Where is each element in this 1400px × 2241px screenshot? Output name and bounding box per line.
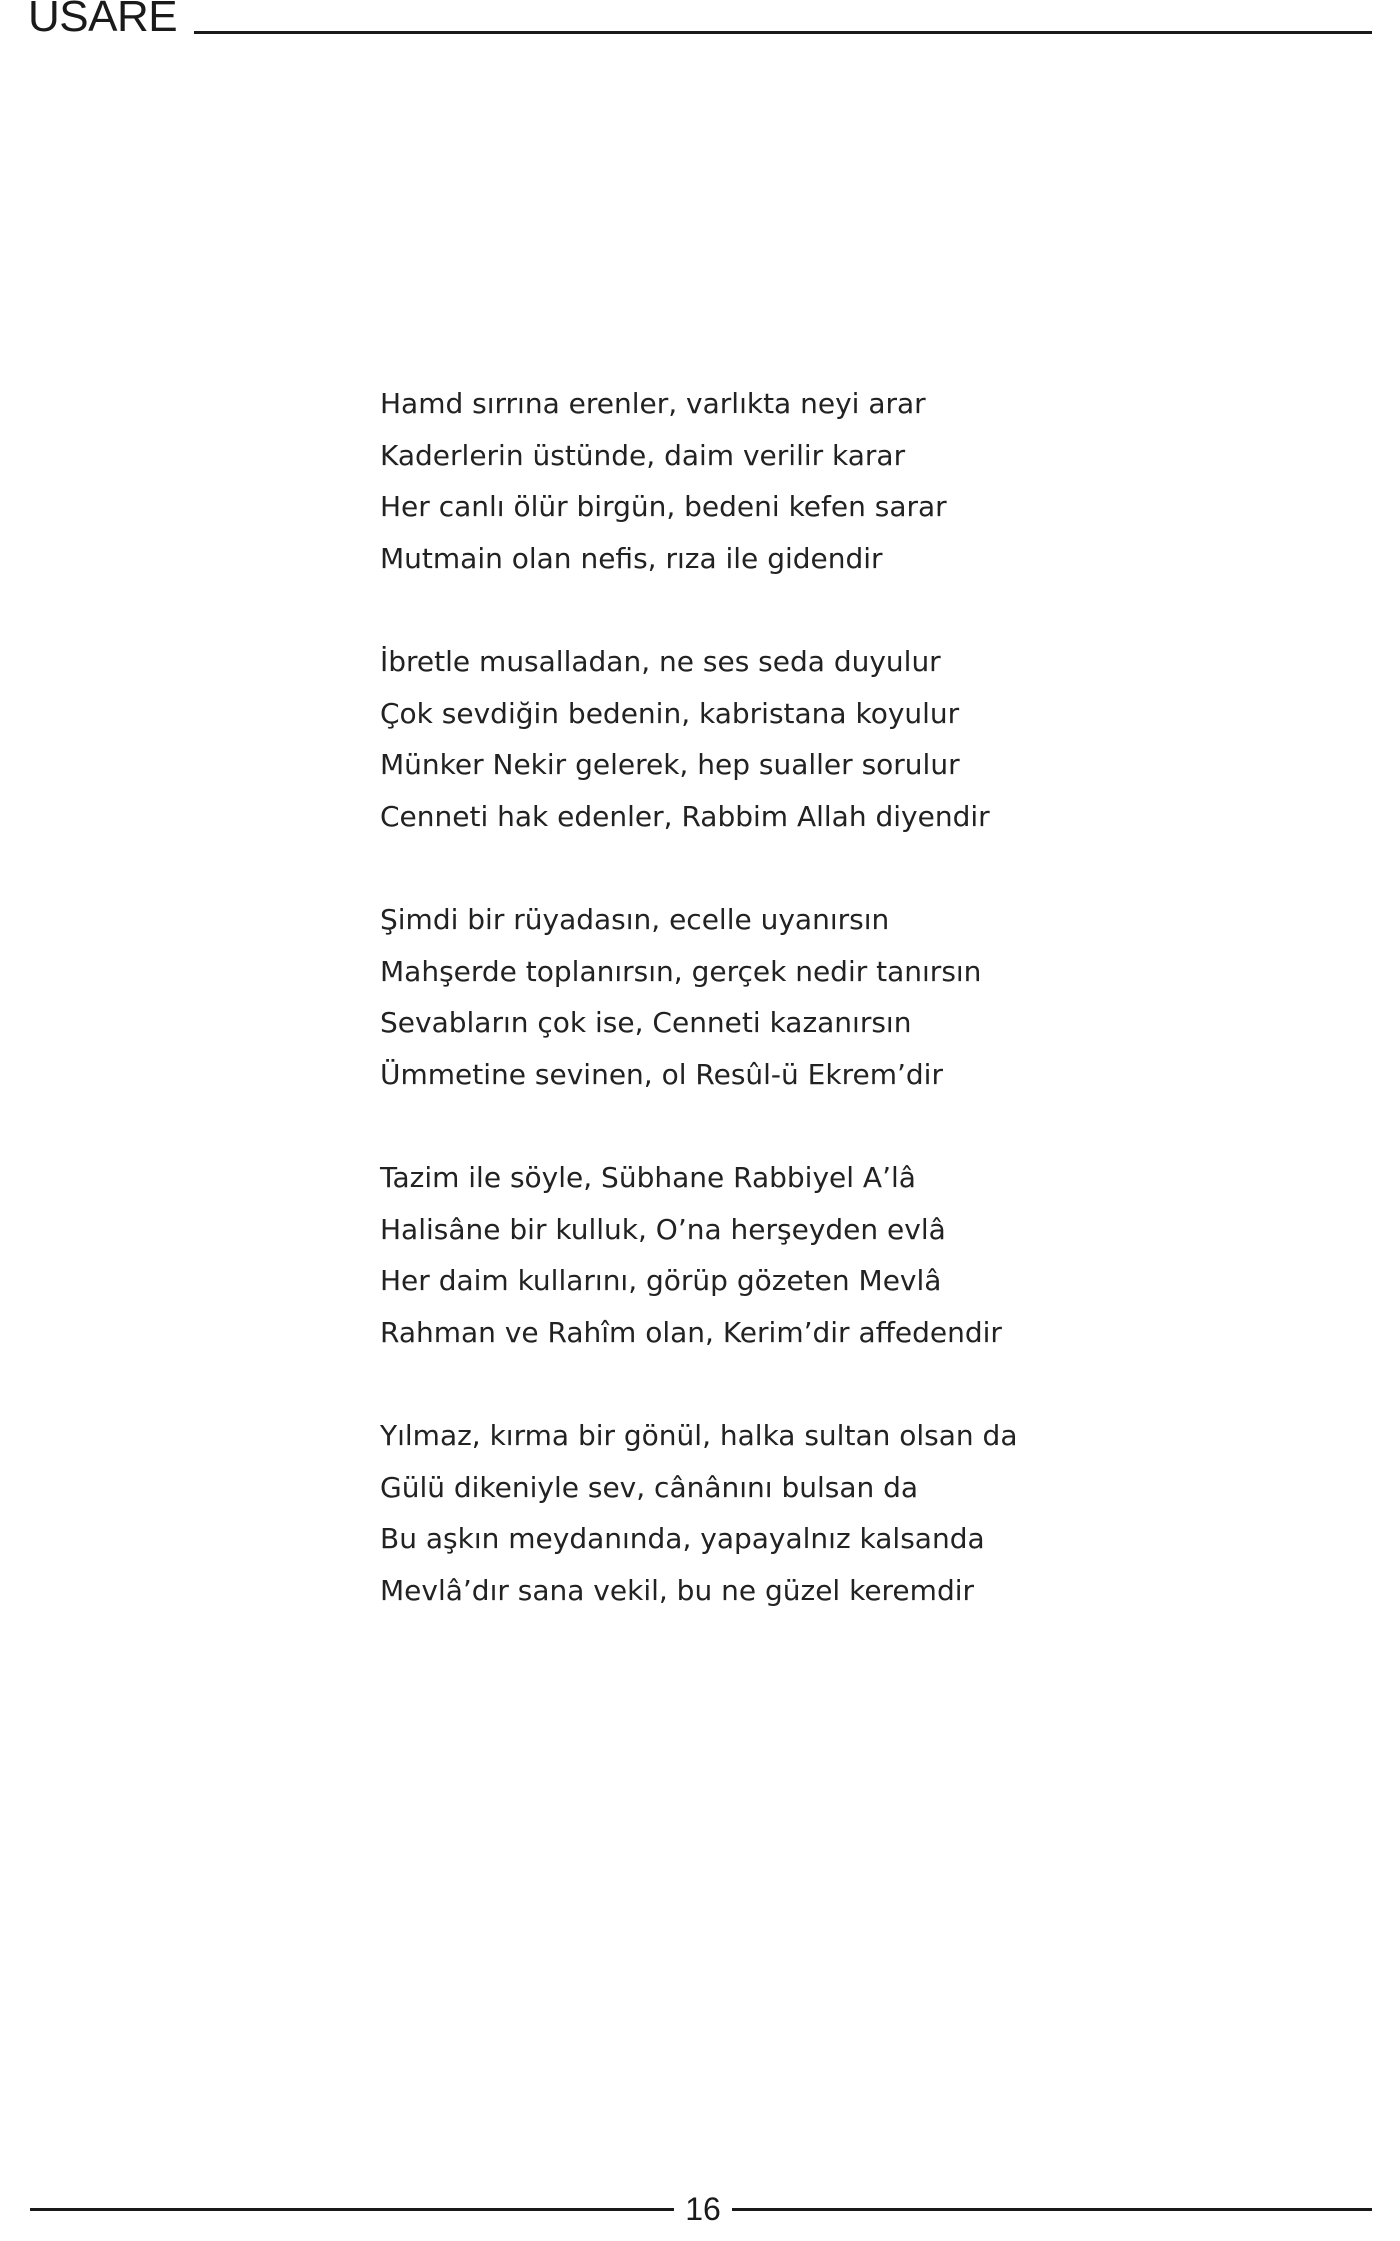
stanza-1 bbox=[380, 378, 1280, 584]
footer-rule-right bbox=[732, 2208, 1372, 2211]
poem-line: Ümmetine sevinen, ol Resûl-ü Ekrem’dir bbox=[380, 1057, 943, 1091]
stanza-3 bbox=[380, 894, 1280, 1100]
page-footer bbox=[0, 2180, 1400, 2230]
footer-rule-left bbox=[30, 2208, 674, 2211]
poem-line: Münker Nekir gelerek, hep sualler sorulur bbox=[380, 748, 960, 781]
page-header bbox=[0, 0, 1372, 50]
poem-line: Rahman ve Rahîm olan, Kerim’dir affedendir bbox=[380, 1315, 1002, 1349]
poem-line: Kaderlerin üstünde, daim verilir karar bbox=[380, 438, 906, 472]
poem-line: İbretle musalladan, ne ses seda duyulur bbox=[380, 645, 941, 678]
poem-line: Hamd sırrına erenler, varlıkta neyi arar bbox=[380, 387, 926, 420]
running-header-title: USARE bbox=[28, 0, 178, 41]
poem-line: Mevlâ’dır sana vekil, bu ne güzel keremdir bbox=[380, 1573, 975, 1607]
poem-line: Mutmain olan nefis, rıza ile gidendir bbox=[380, 541, 883, 575]
poem bbox=[380, 378, 1280, 1668]
stanza-4 bbox=[380, 1152, 1280, 1358]
poem-line: Sevabların çok ise, Cenneti kazanırsın bbox=[380, 1006, 912, 1039]
poem-line: Yılmaz, kırma bir gönül, halka sultan olsan da bbox=[380, 1419, 1018, 1452]
poem-line: Her daim kullarını, görüp gözeten Mevlâ bbox=[380, 1264, 942, 1297]
poem-line: Gülü dikeniyle sev, cânânını bulsan da bbox=[380, 1470, 919, 1504]
page-number: 16 bbox=[685, 2191, 721, 2227]
poem-line: Tazim ile söyle, Sübhane Rabbiyel A’lâ bbox=[380, 1161, 916, 1194]
stanza-5 bbox=[380, 1410, 1280, 1616]
poem-line: Çok sevdiğin bedenin, kabristana koyulur bbox=[380, 696, 960, 730]
poem-line: Bu aşkın meydanında, yapayalnız kalsanda bbox=[380, 1522, 985, 1555]
poem-line: Cenneti hak edenler, Rabbim Allah diyendir bbox=[380, 799, 990, 833]
stanza-2 bbox=[380, 636, 1280, 842]
poem-line: Şimdi bir rüyadasın, ecelle uyanırsın bbox=[380, 903, 890, 936]
poem-line: Halisâne bir kulluk, O’na herşeyden evlâ bbox=[380, 1212, 946, 1246]
poem-line: Her canlı ölür birgün, bedeni kefen sarar bbox=[380, 490, 947, 523]
poem-line: Mahşerde toplanırsın, gerçek nedir tanırsın bbox=[380, 954, 982, 988]
header-rule bbox=[194, 31, 1372, 34]
